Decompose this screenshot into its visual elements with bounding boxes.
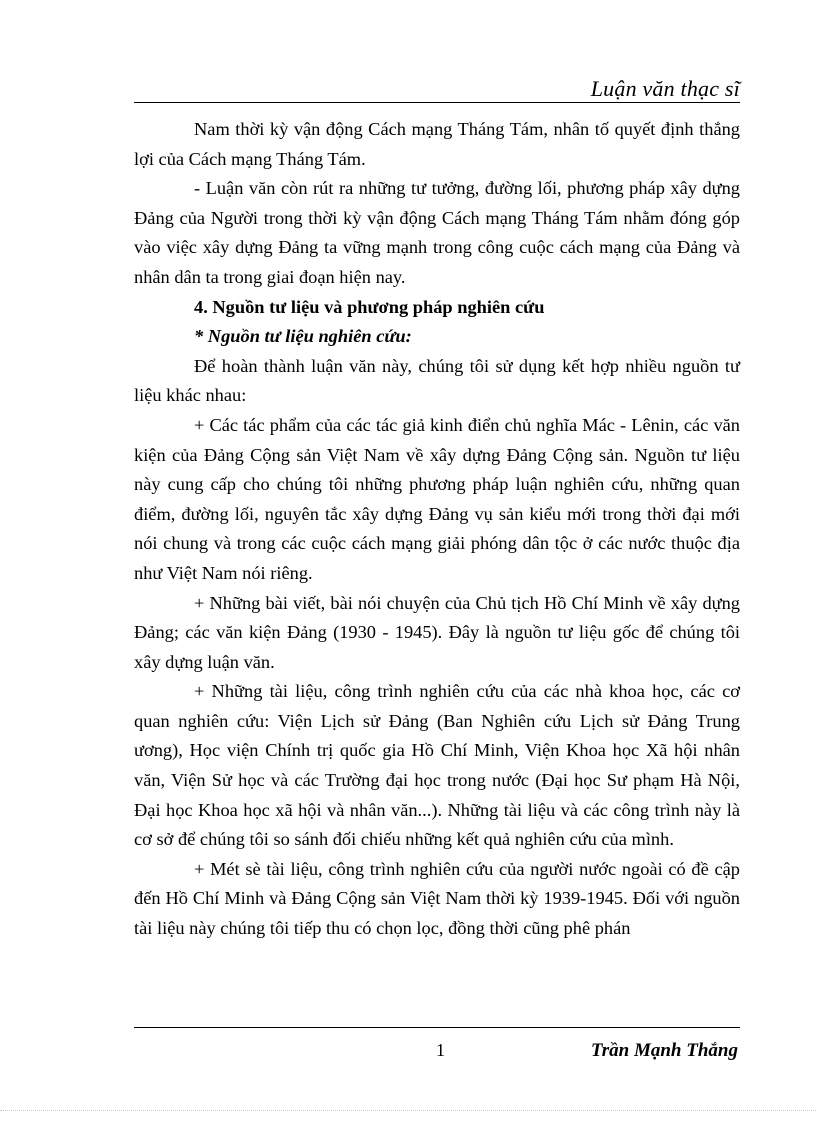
- body-paragraph: + Những bài viết, bài nói chuyện của Chủ tịch Hồ Chí Minh về xây dựng Đảng; các văn kiện Đảng (1930 - 1945). Đây là nguồn tư liệu gốc để chúng tôi xây dựng luận văn.: [134, 592, 740, 672]
- body-paragraph: + Mét sè tài liệu, công trình nghiên cứu của người nước ngoài có đề cập đến Hồ Chí Minh và Đảng Cộng sản Việt Nam thời kỳ 1939-1945. Đối với nguồn tài liệu này chúng tôi tiếp thu có chọn lọc, đồng thời cũng phê phán: [134, 858, 740, 939]
- page-header: [134, 70, 740, 103]
- body-paragraph: + Các tác phẩm của các tác giả kinh điển chủ nghĩa Mác - Lênin, các văn kiện của Đảng Cộng sản Việt Nam về xây dựng Đảng Cộng sản. Nguồn tư liệu này cung cấp cho chúng tôi những phương pháp luận nghiên cứu, những quan điểm, đường lối, nguyên tắc xây dựng Đảng vụ sản kiểu mới trong thời đại mới nói chung và trong các cuộc cách mạng giải phóng dân tộc ở các nước thuộc địa như Việt Nam nói riêng.: [134, 414, 740, 583]
- footer-divider: [134, 1027, 740, 1028]
- page-number: 1: [436, 1040, 445, 1060]
- body-paragraph: - Luận văn còn rút ra những tư tưởng, đường lối, phương pháp xây dựng Đảng của Người trong thời kỳ vận động Cách mạng Tháng Tám nhằm đóng góp vào việc xây dựng Đảng ta vững mạnh trong công cuộc cách mạng của Đảng và nhân dân ta trong giai đoạn hiện nay.: [134, 178, 740, 287]
- header-title: Luận văn thạc sĩ: [590, 76, 740, 101]
- body-paragraph: + Những tài liệu, công trình nghiên cứu của các nhà khoa học, các cơ quan nghiên cứu: Viện Lịch sử Đảng (Ban Nghiên cứu Lịch sử Đảng Trung ương), Học viện Chính trị quốc gia Hồ Chí Minh, Viện Khoa học Xã hội nhân văn, Viện Sử học và các Trường đại học trong nước (Đại học Sư phạm Hà Nội, Đại học Khoa học xã hội và nhân văn...). Những tài liệu và các công trình này là cơ sở để chúng tôi so sánh đối chiếu những kết quả nghiên cứu của mình.: [134, 681, 740, 850]
- subsection-heading: * Nguồn tư liệu nghiên cứu:: [194, 326, 412, 347]
- document-body: [134, 115, 740, 944]
- page-edge-divider: [0, 1110, 816, 1111]
- body-paragraph-continuation: Nam thời kỳ vận động Cách mạng Tháng Tám, nhân tố quyết định thắng lợi của Cách mạng Tháng Tám.: [134, 119, 740, 169]
- body-paragraph: Để hoàn thành luận văn này, chúng tôi sử dụng kết hợp nhiều nguồn tư liệu khác nhau:: [134, 355, 740, 406]
- section-heading: 4. Nguồn tư liệu và phương pháp nghiên cứu: [194, 296, 545, 317]
- footer-author: Trần Mạnh Thắng: [590, 1040, 738, 1061]
